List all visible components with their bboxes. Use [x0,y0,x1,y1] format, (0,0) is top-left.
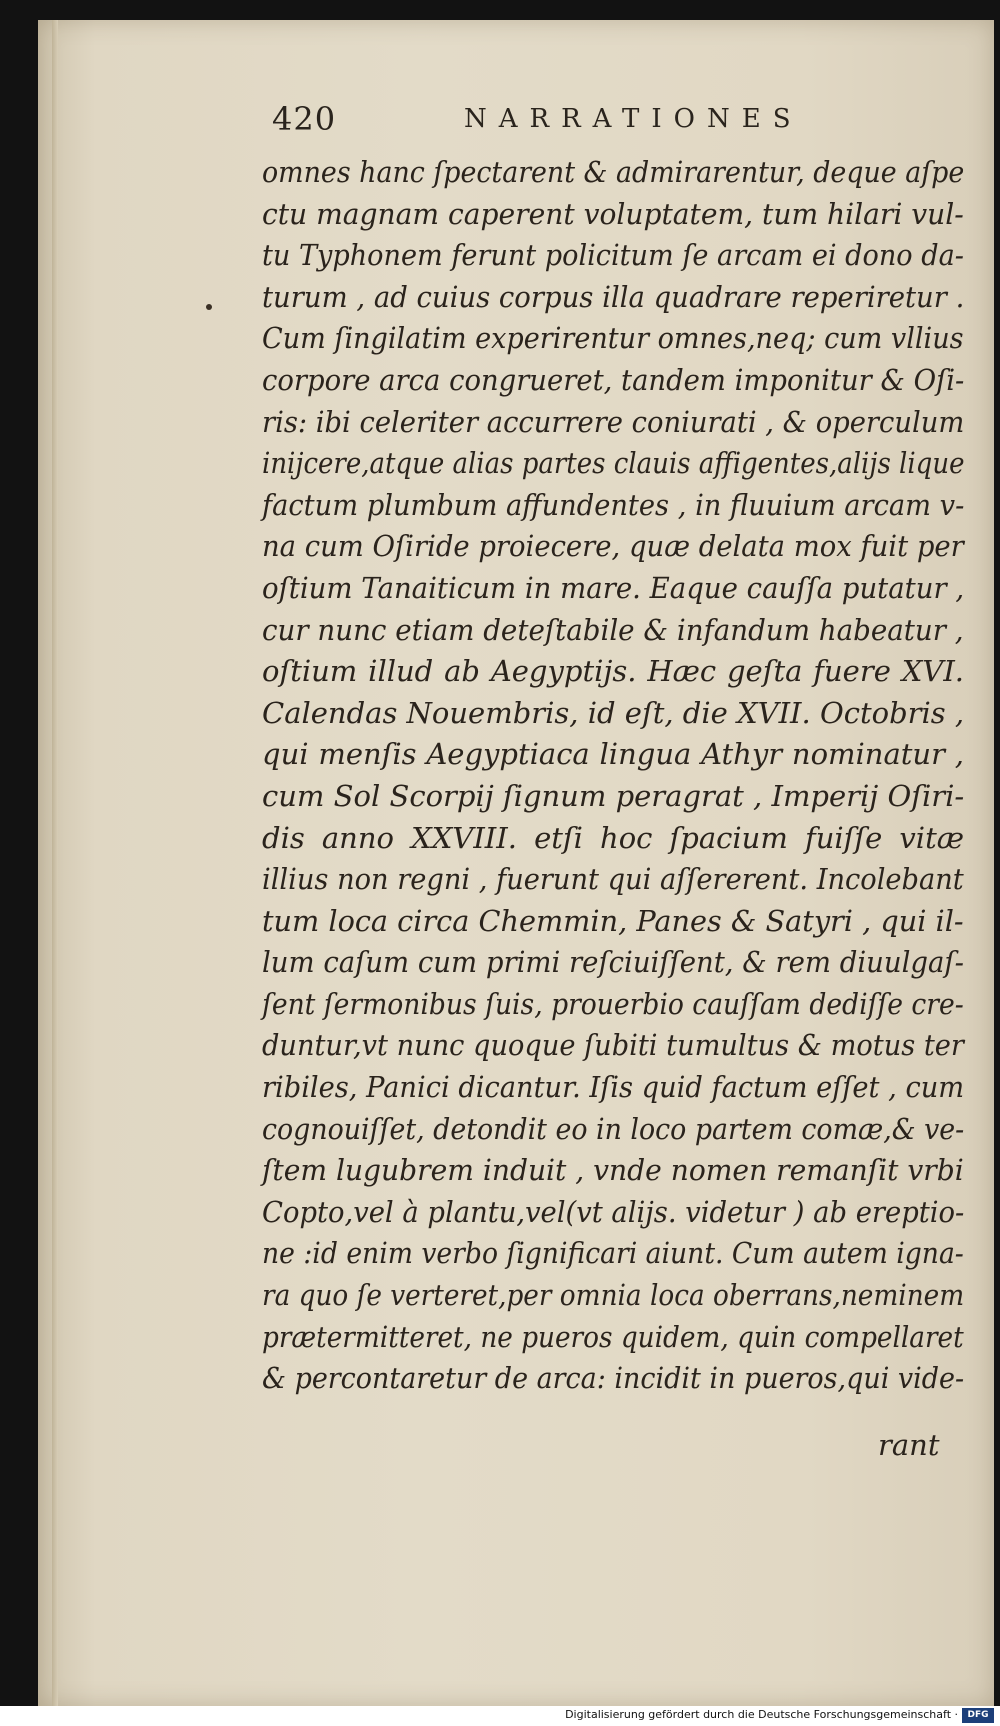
text-line: ris: ibi celeriter accurrere coniurati , & operculum [262,404,965,439]
text-line: duntur,vt nunc quoque ſubiti tumultus & motus ter [262,1028,964,1063]
text-line: ctu magnam caperent voluptatem, tum hilari vul- [262,196,964,231]
text-line: cum Sol Scorpij ſignum peragrat , Imperij Oſiri- [262,778,965,813]
running-head-title: NARRATIONES [464,104,803,134]
text-line: oſtium Tanaiticum in mare. Eaque cauſſa putatur , [262,570,965,605]
funding-notice: Digitalisierung gefördert durch die Deutsche Forschungsgemeinschaft · [565,1708,958,1721]
text-line: Calendas Nouembris, id eſt, die XVII. Octobris , [262,695,965,730]
text-line: tu Typhonem ferunt policitum ſe arcam ei dono da- [262,238,964,273]
dfg-logo: DFG [962,1708,994,1723]
text-line: turum , ad cuius corpus illa quadrare reperiretur . [262,279,965,314]
text-line: factum plumbum affundentes , in fluuium arcam v- [262,487,965,522]
text-line: tum loca circa Chemmin, Panes & Satyri , qui il- [262,903,964,938]
body-text [262,152,964,1400]
page-edge [52,20,58,1706]
text-line: omnes hanc ſpectarent & admirarentur, deque aſpe [262,155,965,189]
text-line: na cum Oſiride proiecere, quæ delata mox fuit per [262,529,964,564]
text-line: ſtem lugubrem induit , vnde nomen remanſit vrbi [262,1153,964,1188]
text-line: cognouiſſet, detondit eo in loco partem comæ,& ve- [262,1111,965,1146]
text-line: qui menſis Aegyptiaca lingua Athyr nominatur , [262,737,964,772]
text-line: Cum ſingilatim experirentur omnes,neq; cum vllius [262,321,964,356]
page-number: 420 [272,100,337,138]
text-line: cur nunc etiam deteſtabile & infandum habeatur , [262,612,964,647]
text-line: ribiles, Panici dicantur. Iſis quid factum eſſet , cum [262,1070,965,1105]
text-line: lum caſum cum primi reſciuiſſent, & rem diuulgaſ- [262,945,964,980]
text-line: Copto,vel à plantu,vel(vt alijs. videtur ) ab ereptio- [262,1194,965,1229]
text-line: ſent ſermonibus ſuis, prouerbio cauſſam dediſſe cre- [262,986,964,1021]
text-line: prætermitteret, ne pueros quidem, quin compellaret [262,1319,964,1354]
running-head [272,100,892,140]
digitization-footer [0,1706,1000,1726]
text-line: corpore arca congrueret, tandem imponitur & Oſi- [262,362,965,397]
catchword: rant [878,1428,940,1462]
text-line: illius non regni , fuerunt qui aſſererent. Incolebant [262,862,964,897]
margin-mark [206,304,212,310]
text-line: inijcere,atque alias partes clauis affigentes,alijs lique [262,446,965,481]
text-line: ra quo ſe verteret,per omnia loca oberrans,neminem [262,1278,965,1313]
text-line: ne :id enim verbo ſignificari aiunt. Cum autem igna- [262,1236,964,1271]
text-line: & percontaretur de arca: incidit in pueros,qui vide- [262,1361,965,1396]
text-line: oſtium illud ab Aegyptijs. Hæc geſta fuere XVI. [262,654,964,689]
text-line: dis anno XXVIII. etſi hoc ſpacium fuiſſe vitæ [262,820,964,855]
